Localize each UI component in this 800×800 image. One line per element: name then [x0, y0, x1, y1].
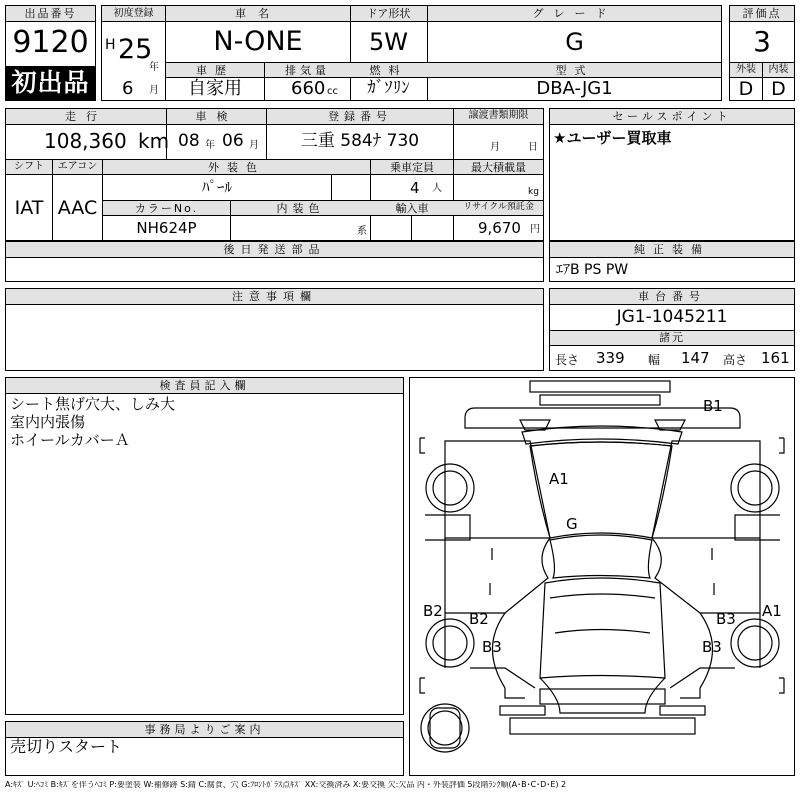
- score: 3: [753, 25, 771, 58]
- sales-point-box: [549, 108, 795, 241]
- door-type: 5W: [369, 28, 408, 56]
- equipment-label: 純正装備: [550, 242, 794, 257]
- grade: G: [565, 28, 584, 56]
- load-label: 最大積載量: [471, 161, 526, 174]
- chassis-label: 車台番号: [550, 289, 794, 304]
- mileage: 108,360: [44, 129, 127, 153]
- sales-point-label: セールスポイント: [550, 109, 794, 124]
- model-code: DBA-JG1: [536, 78, 613, 99]
- width-label: 幅: [648, 353, 661, 367]
- ac-label: エアコン: [57, 161, 98, 172]
- inspector-line-1: シート焦げ穴大、しみ大: [10, 395, 176, 413]
- width: 147: [681, 349, 710, 367]
- shaken-month-unit: 月: [249, 140, 259, 151]
- color-number: NH624P: [136, 219, 197, 237]
- int-grade: D: [771, 78, 786, 100]
- shaken-label: 車検: [195, 110, 238, 123]
- damage-mark-b1: B1: [703, 397, 723, 415]
- lot-number: 9120: [12, 25, 89, 60]
- month-unit: 月: [149, 85, 159, 96]
- displacement-unit: cc: [327, 86, 338, 97]
- doc-deadline-label: 譲渡書類期限: [468, 110, 529, 121]
- mileage-label: 走行: [65, 110, 107, 123]
- grade-label: グレード: [532, 7, 617, 20]
- office-label: 事務局よりご案内: [6, 722, 403, 737]
- mileage-unit: km: [138, 129, 170, 153]
- import-label: 輸入車: [395, 202, 429, 215]
- model-label: 型式: [555, 64, 594, 77]
- damage-legend: A:ｷｽﾞ U:ﾍｺﾐ B:ｷｽﾞを伴うﾍｺﾐ P:要塗装 W:補修跡 S:錆 C:腐食、穴 G:ﾌﾛﾝﾄｶﾞﾗｽ点ｷｽﾞ XX:交換済み X:要交換 欠:欠品 内・外装評価 5段階ﾗﾝｸ順(A･B･C･D･E) 2: [5, 781, 567, 789]
- plate-label: 登録番号: [328, 110, 392, 123]
- reg-label: 初度登録: [113, 8, 154, 19]
- height: 161: [761, 349, 790, 367]
- damage-mark-glass-g: G: [566, 515, 578, 533]
- ext-grade: D: [738, 78, 754, 100]
- damage-mark-roof-a1: A1: [549, 470, 569, 488]
- recycle-label: リサイクル預託金: [463, 202, 534, 212]
- chassis-number: JG1-1045211: [616, 307, 728, 327]
- inspector-label: 検査員記入欄: [6, 378, 403, 393]
- capacity-unit: 人: [432, 183, 442, 194]
- plate-number: 三重 584ﾅ 730: [300, 131, 420, 151]
- recycle-fee: 9,670: [478, 219, 521, 237]
- later-parts-label: 後日発送部品: [6, 242, 543, 257]
- dims-label: 諸元: [550, 331, 794, 345]
- score-label: 評価点: [730, 6, 794, 21]
- shaken-year: 08: [178, 131, 200, 151]
- damage-mark-left-b2: B2: [423, 602, 443, 620]
- damage-mark-front-left-b3: B3: [482, 638, 502, 656]
- notes-label: 注意事項欄: [6, 289, 543, 304]
- interior-color-label: 内装色: [276, 202, 325, 215]
- shift-label: シフト: [14, 161, 44, 172]
- doc-day-unit: 日: [528, 142, 538, 153]
- capacity: 4: [410, 179, 420, 197]
- interior-color-unit: 系: [357, 226, 367, 237]
- shaken-month: 06: [222, 131, 244, 151]
- damage-mark-right-b3: B3: [702, 638, 722, 656]
- length-label: 長さ: [555, 353, 580, 367]
- office-text: 売切りスタート: [10, 737, 123, 756]
- color-label: 外装色: [208, 161, 265, 174]
- height-label: 高さ: [723, 353, 748, 367]
- fuel: ｶﾞｿﾘﾝ: [367, 78, 410, 98]
- reg-month: 6: [122, 78, 134, 99]
- history: 自家用: [188, 78, 242, 99]
- body-color: ﾊﾟｰﾙ: [201, 178, 232, 196]
- damage-mark-right-a1: A1: [762, 602, 782, 620]
- length: 339: [596, 349, 625, 367]
- year-unit: 年: [149, 62, 159, 73]
- damage-mark-front-b2: B2: [469, 610, 489, 628]
- displacement: 660: [291, 78, 326, 99]
- color-number-label: カラーNo.: [134, 202, 199, 215]
- damage-mark-front-right-b3: B3: [716, 610, 736, 628]
- int-label: 内装: [768, 64, 789, 75]
- aircon: AAC: [57, 197, 98, 219]
- recycle-unit: 円: [530, 224, 540, 235]
- equipment-text: ｴｱB PS PW: [556, 262, 629, 278]
- displacement-label: 排気量: [285, 64, 330, 77]
- load-unit: kg: [528, 187, 539, 197]
- shift: IAT: [14, 197, 44, 219]
- sales-point-text: ★ユーザー買取車: [553, 129, 672, 147]
- name-label: 車名: [235, 7, 281, 20]
- doc-month-unit: 月: [490, 142, 500, 153]
- lot-label: 出品番号: [6, 6, 95, 21]
- car-body-diagram: [410, 378, 794, 775]
- reg-year: 25: [118, 34, 153, 65]
- door-label: ドア形状: [366, 7, 411, 20]
- car-name: N-ONE: [213, 26, 303, 57]
- history-label: 車歴: [196, 64, 234, 77]
- inspector-line-2: 室内内張傷: [10, 413, 86, 431]
- inspector-line-3: ホイールカバーＡ: [10, 431, 130, 449]
- ext-label: 外装: [736, 64, 756, 75]
- fuel-label: 燃料: [369, 64, 408, 77]
- first-listing-badge: 初出品: [6, 66, 95, 100]
- era: H: [105, 37, 116, 53]
- shaken-year-unit: 年: [205, 140, 215, 151]
- capacity-label: 乗車定員: [390, 161, 434, 174]
